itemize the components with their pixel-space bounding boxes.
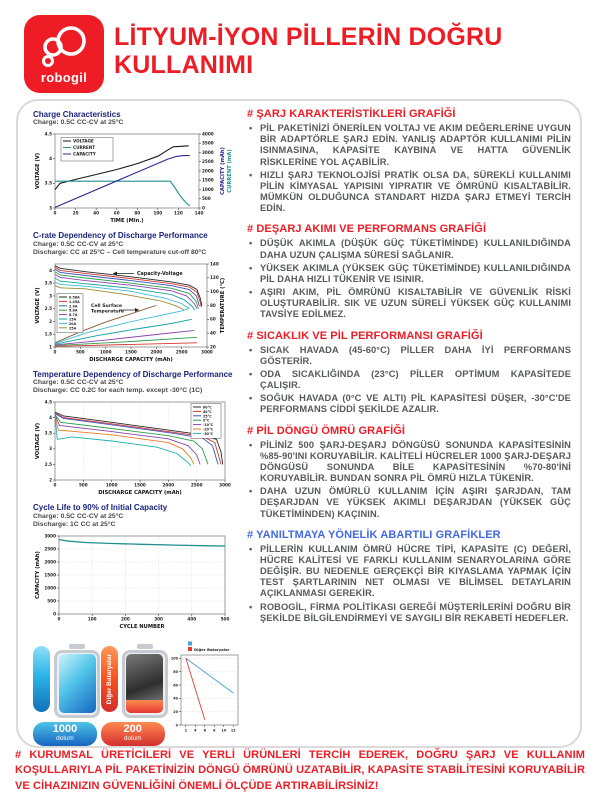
svg-text:25°C: 25°C bbox=[203, 414, 212, 419]
svg-text:60: 60 bbox=[173, 683, 179, 688]
bullet-list bbox=[247, 345, 571, 416]
cycle-count-badge-1000 bbox=[33, 722, 97, 746]
svg-text:500: 500 bbox=[78, 482, 88, 488]
svg-text:1000: 1000 bbox=[99, 349, 112, 355]
svg-text:100: 100 bbox=[210, 288, 219, 294]
battery-low-level bbox=[126, 654, 163, 713]
svg-text:80: 80 bbox=[210, 302, 216, 308]
charge-characteristics-block bbox=[33, 110, 241, 224]
svg-text:4000: 4000 bbox=[202, 131, 214, 137]
svg-text:3000: 3000 bbox=[44, 533, 56, 539]
svg-text:3500: 3500 bbox=[202, 140, 214, 146]
badge-value: 200 bbox=[123, 723, 142, 736]
section-title: # YANILTMAYA YÖNELİK ABARTILI GRAFİKLER bbox=[247, 528, 501, 541]
battery-comparison-graphic bbox=[33, 640, 241, 748]
bullet-item: • HIZLI ŞARJ TEKNOLOJİSİ PRATİK OLSA DA, SÜREKLİ KULLANIMI PİLİN KİMYASAL YAPISINI YIPRATIR VE ÖMRÜNÜ KISALTABİLİR. MÜMKÜN OLDUĞUNCA STANDART HIZDA ŞARJ ETMEYİ TERCİH EDİN. bbox=[247, 170, 571, 215]
chart-title: Temperature Dependency of Discharge Performance bbox=[33, 369, 233, 379]
page-title-line1: LİTYUM-İYON PİLLERİN DOĞRU bbox=[114, 23, 503, 51]
svg-text:0: 0 bbox=[53, 482, 57, 488]
svg-text:CURRENT: CURRENT bbox=[73, 145, 96, 151]
bullet-item: • PİL PAKETİNİZİ ÖNERİLEN VOLTAJ VE AKIM DEĞERLERİNE UYGUN BİR ADAPTÖRLE ŞARJ EDİN. YANLIŞ ADAPTÖR KULLANIMI PİLİN ISINMASINA, KAPASİTE KAYBINA VE HATTA GÜVENLİK RİSKLERİNE YOL AÇABİLİR. bbox=[247, 123, 571, 168]
svg-text:4.5: 4.5 bbox=[44, 399, 52, 405]
svg-text:2000: 2000 bbox=[150, 349, 163, 355]
low-battery-illustration bbox=[122, 650, 168, 718]
svg-text:TEMPERATURE (°C): TEMPERATURE (°C) bbox=[220, 277, 226, 334]
page-title bbox=[114, 24, 574, 79]
svg-text:60°C: 60°C bbox=[203, 405, 212, 410]
svg-text:4: 4 bbox=[49, 415, 52, 421]
svg-text:0: 0 bbox=[202, 205, 205, 211]
svg-text:2.5: 2.5 bbox=[44, 462, 52, 468]
svg-text:0: 0 bbox=[53, 210, 57, 216]
svg-text:VOLTAGE (V): VOLTAGE (V) bbox=[35, 287, 41, 324]
svg-text:1500: 1500 bbox=[44, 572, 56, 578]
bullet-list bbox=[247, 544, 571, 624]
svg-text:DISCHARGE CAPACITY (mAh): DISCHARGE CAPACITY (mAh) bbox=[89, 356, 173, 363]
other-battery-group bbox=[101, 640, 166, 748]
battery-full-level bbox=[59, 654, 96, 713]
svg-text:3: 3 bbox=[49, 446, 52, 452]
svg-text:2500: 2500 bbox=[202, 159, 214, 165]
svg-text:20: 20 bbox=[210, 344, 216, 350]
bullet-item: • YÜKSEK AKIMLA (YÜKSEK GÜÇ TÜKETİMİNDE) KULLANILDIĞINDA PİL DAHA HIZLI TÜKENİR VE ISINIR. bbox=[247, 263, 571, 285]
svg-text:8: 8 bbox=[213, 728, 216, 733]
svg-text:120: 120 bbox=[174, 210, 183, 216]
svg-text:200: 200 bbox=[121, 616, 130, 622]
bullet-item: • ODA SICAKLIĞINDA (23°C) PİLLER OPTİMUM KAPASİTEDE ÇALIŞIR. bbox=[247, 369, 571, 391]
charge-characteristics-chart bbox=[33, 129, 233, 224]
c-rate-discharge-chart bbox=[33, 259, 233, 363]
svg-text:0.58A: 0.58A bbox=[69, 295, 80, 300]
footer-note: # KURUMSAL ÜRETİCİLERİ VE YERLİ ÜRÜNLERİ TERCİH EDEREK, DOĞRU ŞARJ VE KULLANIM KOŞULLARIYLA PİL PAKETİNİZİN DÖNGÜ ÖMRÜNÜ UZATABİLİR, KAPASİTE STABİLİTESİNİ KORUYABİLİR VE CİHAZINIZIN GÜVENLİĞİNİ ÖNEMLİ ÖLÇÜDE ARTIRABİLİRSİNİZ! bbox=[15, 748, 585, 792]
robogil-battery-group bbox=[33, 640, 98, 748]
svg-text:15A: 15A bbox=[69, 317, 77, 322]
svg-text:2500: 2500 bbox=[190, 482, 203, 488]
svg-text:CAPACITY: CAPACITY bbox=[73, 151, 96, 157]
section-title: # SICAKLIK VE PİL PERFORMANSI GRAFİĞİ bbox=[247, 329, 483, 342]
content-card bbox=[16, 99, 582, 748]
svg-text:CAPACITY (mAh): CAPACITY (mAh) bbox=[220, 147, 226, 196]
temperature-discharge-chart bbox=[33, 397, 233, 496]
svg-text:Temperature: Temperature bbox=[91, 309, 125, 315]
chart-subtitle: Charge: 0.5C CC-CV at 25°C bbox=[33, 512, 124, 520]
svg-text:40: 40 bbox=[210, 330, 216, 336]
section-title: # DEŞARJ AKIMI VE PERFORMANS GRAFİĞİ bbox=[247, 223, 487, 236]
svg-text:VOLTAGE (V): VOLTAGE (V) bbox=[35, 423, 41, 460]
svg-text:-20°C: -20°C bbox=[203, 427, 214, 432]
svg-text:12: 12 bbox=[231, 728, 237, 733]
svg-text:2000: 2000 bbox=[202, 168, 214, 174]
svg-text:400: 400 bbox=[187, 616, 197, 622]
svg-text:6: 6 bbox=[204, 728, 207, 733]
bullet-item: • AŞIRI AKIM, PİL ÖMRÜNÜ KISALTABİLİR VE GÜVENLİK RİSKİ OLUŞTURABİLİR. SIK VE UZUN SÜRELİ YÜKSEK GÜÇ KULLANIMI TAVSİYE EDİLMEZ. bbox=[247, 287, 571, 320]
svg-text:140: 140 bbox=[210, 261, 219, 267]
svg-text:2.9A: 2.9A bbox=[69, 304, 78, 309]
bullet-list bbox=[247, 440, 571, 520]
c-rate-discharge-block bbox=[33, 231, 241, 363]
section-title: # PİL DÖNGÜ ÖMRÜ GRAFİĞİ bbox=[247, 424, 406, 437]
svg-text:8.7A: 8.7A bbox=[69, 312, 78, 317]
svg-text:40: 40 bbox=[93, 210, 100, 216]
svg-text:3: 3 bbox=[49, 293, 52, 299]
svg-text:CYCLE NUMBER: CYCLE NUMBER bbox=[119, 623, 165, 630]
svg-text:1500: 1500 bbox=[125, 349, 137, 355]
svg-text:60: 60 bbox=[210, 316, 216, 322]
badge-unit: dolum bbox=[56, 735, 74, 743]
svg-text:500: 500 bbox=[220, 616, 230, 622]
section-charge-characteristics bbox=[247, 108, 571, 214]
chart-title: Cycle Life to 90% of Initial Capacity bbox=[33, 503, 168, 513]
chart-subtitle: Charge: 0.5C CC-CV at 25°C bbox=[33, 240, 124, 248]
charts-column bbox=[33, 110, 241, 748]
svg-text:20: 20 bbox=[72, 210, 79, 216]
svg-text:2: 2 bbox=[49, 477, 52, 483]
svg-text:1: 1 bbox=[49, 344, 52, 350]
chart-subtitle: Discharge: CC 0.2C for each temp. except -30°C (1C) bbox=[33, 387, 203, 395]
text-column bbox=[247, 108, 571, 633]
svg-text:40°C: 40°C bbox=[203, 410, 212, 415]
svg-text:3000: 3000 bbox=[219, 482, 231, 488]
svg-text:0: 0 bbox=[57, 616, 61, 622]
bullet-list bbox=[247, 238, 571, 320]
svg-text:VOLTAGE (V): VOLTAGE (V) bbox=[35, 153, 41, 190]
robogil-circles-icon bbox=[37, 24, 91, 70]
logo-wordmark: robogil bbox=[40, 69, 88, 85]
svg-text:0: 0 bbox=[53, 349, 57, 355]
badge-unit: dolum bbox=[123, 735, 142, 743]
battery-cap bbox=[137, 644, 153, 649]
svg-text:4: 4 bbox=[194, 728, 197, 733]
cycle-life-chart bbox=[33, 531, 233, 630]
svg-text:Capacity-Voltage: Capacity-Voltage bbox=[137, 271, 183, 277]
bullet-item: • SICAK HAVADA (45-60°C) PİLLER DAHA İYİ PERFORMANS GÖSTERİR. bbox=[247, 345, 571, 367]
svg-text:Diğer Bataryalar: Diğer Bataryalar bbox=[194, 646, 230, 652]
bullet-item: • ROBOGİL, FİRMA POLİTİKASI GEREĞİ MÜŞTERİLERİNİ DOĞRU BİR ŞEKİLDE BİLGİLENDİRMEYİ VE SAYGILI BİR REKABETİ HEDEFLER. bbox=[247, 602, 571, 624]
bullet-item: • PİLİNİZ 500 ŞARJ-DEŞARJ DÖNGÜSÜ SONUNDA KAPASİTESİNİN %85-90'INI KORUYABİLİR. KALİTELİ HÜCRELER 1000 ŞARJ-DEŞARJ DÖNGÜSÜ SONUNDA BİLE KAPASİTESİNİN %70-80'İNİ KORUYABİLİR. BUNDAN SONRA PİL ÖMRÜ HIZLA TÜKENİR. bbox=[247, 440, 571, 485]
svg-text:2: 2 bbox=[49, 318, 52, 324]
page-title-line2: KULLANIMI bbox=[114, 50, 254, 79]
svg-text:1.5: 1.5 bbox=[44, 331, 52, 337]
badge-value: 1000 bbox=[52, 723, 78, 736]
svg-text:500: 500 bbox=[202, 196, 211, 202]
svg-text:140: 140 bbox=[194, 210, 204, 216]
svg-text:25A: 25A bbox=[69, 326, 77, 331]
svg-text:-10°C: -10°C bbox=[203, 423, 214, 428]
cycle-life-block bbox=[33, 503, 241, 630]
svg-text:3.5: 3.5 bbox=[44, 280, 52, 286]
battery-low-fill bbox=[126, 700, 163, 713]
chart-subtitle: Discharge: CC at 25°C – Cell temperature cut-off 80°C bbox=[33, 248, 207, 256]
other-batteries-label: Diğer Bataryalar bbox=[105, 653, 113, 704]
chart-subtitle: Charge: 0.5C CC-CV at 25°C bbox=[33, 119, 124, 127]
chart-subtitle: Charge: 0.5C CC-CV at 25°C bbox=[33, 379, 124, 387]
section-cycle-life bbox=[247, 425, 571, 520]
other-batteries-bar bbox=[101, 646, 118, 712]
svg-text:20A: 20A bbox=[69, 321, 77, 326]
bullet-list bbox=[247, 123, 571, 214]
cycle-comparison-mini-chart bbox=[168, 640, 241, 736]
svg-text:0: 0 bbox=[176, 723, 179, 728]
svg-text:5.8A: 5.8A bbox=[69, 308, 78, 313]
full-battery-illustration bbox=[54, 650, 100, 718]
svg-text:4: 4 bbox=[49, 267, 52, 273]
svg-text:4: 4 bbox=[49, 156, 52, 162]
svg-text:10: 10 bbox=[221, 728, 227, 733]
svg-text:DISCHARGE CAPACITY (mAh): DISCHARGE CAPACITY (mAh) bbox=[98, 490, 182, 497]
robogil-logo bbox=[24, 15, 104, 93]
svg-text:VOLTAGE: VOLTAGE bbox=[73, 138, 94, 144]
svg-text:3000: 3000 bbox=[202, 150, 214, 156]
bullet-item: • DÜŞÜK AKIMLA (DÜŞÜK GÜÇ TÜKETİMİNDE) KULLANILDIĞINDA DAHA UZUN ÇALIŞMA SÜRESİ SAĞLANIR. bbox=[247, 238, 571, 260]
svg-text:CURRENT (mA): CURRENT (mA) bbox=[227, 149, 233, 194]
svg-text:100: 100 bbox=[153, 210, 163, 216]
svg-text:0°C: 0°C bbox=[203, 419, 210, 424]
svg-text:4.5: 4.5 bbox=[44, 131, 52, 137]
svg-text:100: 100 bbox=[87, 616, 97, 622]
chart-subtitle: Discharge: 1C CC at 25°C bbox=[33, 520, 116, 528]
temperature-discharge-block bbox=[33, 370, 241, 497]
svg-text:2.5: 2.5 bbox=[44, 305, 52, 311]
section-temperature-performance bbox=[247, 330, 571, 416]
svg-text:1000: 1000 bbox=[44, 585, 56, 591]
chart-title: C-rate Dependency of Discharge Performance bbox=[33, 231, 208, 241]
svg-text:2500: 2500 bbox=[175, 349, 188, 355]
svg-text:CAPACITY (mAh): CAPACITY (mAh) bbox=[35, 550, 41, 599]
section-title: # ŞARJ KARAKTERİSTİKLERİ GRAFİĞİ bbox=[247, 108, 456, 120]
chart-title: Charge Characteristics bbox=[33, 110, 121, 119]
svg-text:500: 500 bbox=[75, 349, 85, 355]
svg-text:80: 80 bbox=[173, 669, 179, 674]
svg-text:1000: 1000 bbox=[202, 187, 214, 193]
svg-text:Cell Surface: Cell Surface bbox=[91, 303, 123, 309]
svg-text:60: 60 bbox=[113, 210, 120, 216]
section-misleading-graphs bbox=[247, 529, 571, 624]
svg-text:500: 500 bbox=[47, 598, 56, 604]
svg-text:100: 100 bbox=[171, 656, 179, 661]
svg-text:1000: 1000 bbox=[105, 482, 118, 488]
svg-text:3000: 3000 bbox=[201, 349, 213, 355]
svg-text:40: 40 bbox=[173, 696, 179, 701]
blue-pill-bar bbox=[33, 646, 50, 712]
svg-text:TIME (Min.): TIME (Min.) bbox=[110, 218, 144, 225]
section-discharge-performance bbox=[247, 223, 571, 320]
bullet-item: • SOĞUK HAVADA (0°C VE ALTI) PİL KAPASİTESİ DÜŞER, -30°C'DE PERFORMANS CİDDİ ŞEKİLDE AZALIR. bbox=[247, 393, 571, 415]
svg-text:80: 80 bbox=[134, 210, 141, 216]
svg-text:3.5: 3.5 bbox=[44, 430, 52, 436]
svg-text:1500: 1500 bbox=[134, 482, 146, 488]
svg-text:2500: 2500 bbox=[44, 546, 56, 552]
svg-text:2000: 2000 bbox=[162, 482, 175, 488]
svg-text:1.45A: 1.45A bbox=[69, 299, 80, 304]
svg-text:-30°C: -30°C bbox=[203, 432, 214, 437]
svg-text:120: 120 bbox=[210, 275, 219, 281]
bullet-item: • DAHA UZUN ÖMÜRLÜ KULLANIM İÇİN AŞIRI ŞARJDAN, TAM DEŞARJDAN VE YÜKSEK AKIMLI DEŞARJDAN (YÜKSEK GÜÇ TÜKETİMİNDEN) KAÇININ. bbox=[247, 486, 571, 519]
cycle-count-badge-200 bbox=[101, 722, 165, 746]
battery-cap bbox=[69, 644, 85, 649]
svg-text:1500: 1500 bbox=[202, 177, 214, 183]
svg-text:3.5: 3.5 bbox=[44, 181, 52, 187]
svg-text:2: 2 bbox=[185, 728, 188, 733]
svg-text:0: 0 bbox=[53, 611, 56, 617]
svg-text:20: 20 bbox=[173, 709, 179, 714]
svg-text:300: 300 bbox=[154, 616, 163, 622]
svg-text:2000: 2000 bbox=[44, 559, 56, 565]
bullet-item: • PİLLERİN KULLANIM ÖMRÜ HÜCRE TİPİ, KAPASİTE (C) DEĞERİ, HÜCRE KALİTESİ VE FARKLI KULLANIM SENARYOLARINA GÖRE DEĞİŞİR. BU NEDENLE GERÇEKÇİ BİR KIYASLAMA YAPMAK İÇİN TEST ŞARTLARININ NET OLMASI VE BİLİMSEL DETAYLARIN AÇIKLANMASI GEREKİR. bbox=[247, 544, 571, 600]
svg-text:3: 3 bbox=[49, 205, 52, 211]
